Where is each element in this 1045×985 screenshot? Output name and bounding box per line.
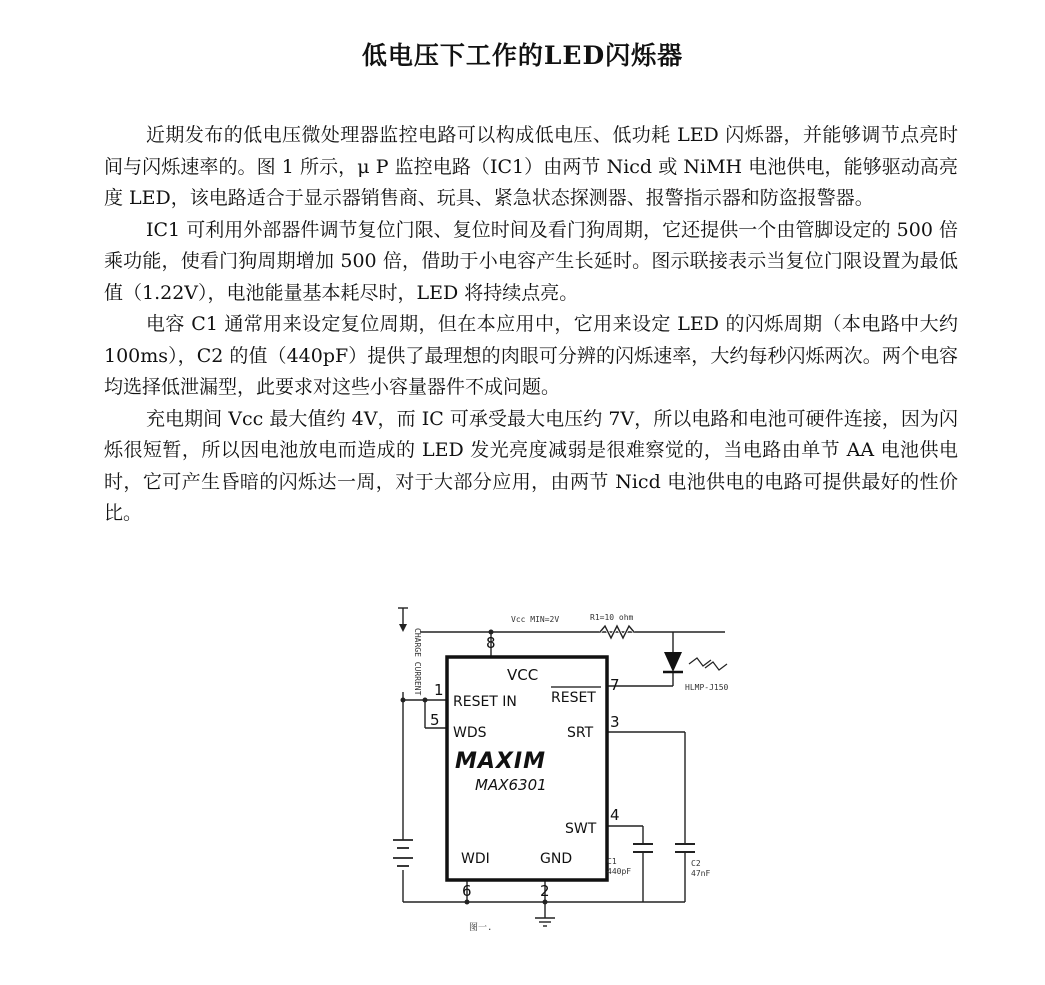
pin-label-swt: SWT	[565, 821, 597, 837]
paragraph: 电容 C1 通常用来设定复位周期，但在本应用中，它用来设定 LED 的闪烁周期（本电路中大约 100ms），C2 的值（440pF）提供了最理想的肉眼可分辨的闪烁速率，大约每秒闪烁两次。两个电容均选择低泄漏型，此要求对这些小容量器件不成问题。	[104, 313, 958, 398]
resistor-label: R1=10 ohm	[590, 613, 634, 622]
c1-name: C1	[607, 857, 617, 866]
pin-number: 5	[430, 711, 440, 729]
pin-label-wdi: WDI	[461, 851, 490, 867]
article-body	[104, 120, 958, 530]
pin-label-wds: WDS	[453, 725, 487, 741]
led-label: HLMP-J150	[685, 683, 729, 692]
paragraph: IC1 可利用外部器件调节复位门限、复位时间及看门狗周期，它还提供一个由管脚设定的 500 倍乘功能，使看门狗周期增加 500 倍，借助于小电容产生长延时。图示联接表示当复位门限设置为最低值（1.22V），电池能量基本耗尽时，LED 将持续点亮。	[104, 218, 958, 304]
circuit-diagram	[385, 600, 765, 940]
vcc-label: VCC	[507, 666, 539, 684]
paragraph: 充电期间 Vcc 最大值约 4V，而 IC 可承受最大电压约 7V，所以电路和电池可硬件连接，因为闪烁很短暂，所以因电池放电而造成的 LED 发光亮度减弱是很难察觉的，当电路由单节 AA 电池供电时，它可产生昏暗的闪烁达一周，对于大部分应用，由两节 Nicd 电池供电的电路可提供最好的性价比。	[104, 407, 958, 524]
pin-label-reset: RESET	[551, 690, 596, 706]
pin-label-reset-in: RESET IN	[453, 694, 517, 710]
led-icon	[664, 652, 682, 672]
pin-number: 6	[462, 882, 472, 900]
vcc-min-note: Vcc MIN=2V	[511, 615, 560, 624]
battery-icon	[393, 840, 413, 866]
capacitor-c2-icon	[675, 844, 695, 852]
c2-value: 47nF	[691, 869, 711, 878]
capacitor-c1-icon	[633, 844, 653, 852]
pin-number: 7	[610, 676, 620, 694]
pin-number: 8	[486, 634, 496, 652]
pin-number: 1	[434, 681, 444, 699]
document-title: 低电压下工作的LED闪烁器	[361, 41, 684, 70]
chip-model: MAX6301	[475, 776, 547, 794]
paragraph: 近期发布的低电压微处理器监控电路可以构成低电压、低功耗 LED 闪烁器，并能够调节点亮时间与闪烁速率的。图 1 所示，μ P 监控电路（IC1）由两节 Nicd 或 NiMH 电池供电，能够驱动高亮度 LED，该电路适合于显示器销售商、玩具、紧急状态探测器、报警指示器和防盗报警器。	[104, 124, 958, 209]
pin-label-srt: SRT	[567, 725, 594, 741]
c1-value: 440pF	[607, 867, 632, 876]
pin-label-gnd: GND	[540, 851, 573, 867]
figure-caption: 图一.	[469, 923, 493, 933]
pin-number: 4	[610, 806, 620, 824]
pin-number: 2	[540, 882, 550, 900]
maxim-logo: MAXIM	[455, 749, 546, 774]
pin-number: 3	[610, 713, 620, 731]
c2-name: C2	[691, 859, 701, 868]
arrow-down-icon	[399, 624, 407, 632]
ground-icon	[535, 918, 555, 926]
charge-current-label: CHARGE CURRENT	[413, 628, 422, 696]
circuit-figure	[385, 600, 765, 940]
